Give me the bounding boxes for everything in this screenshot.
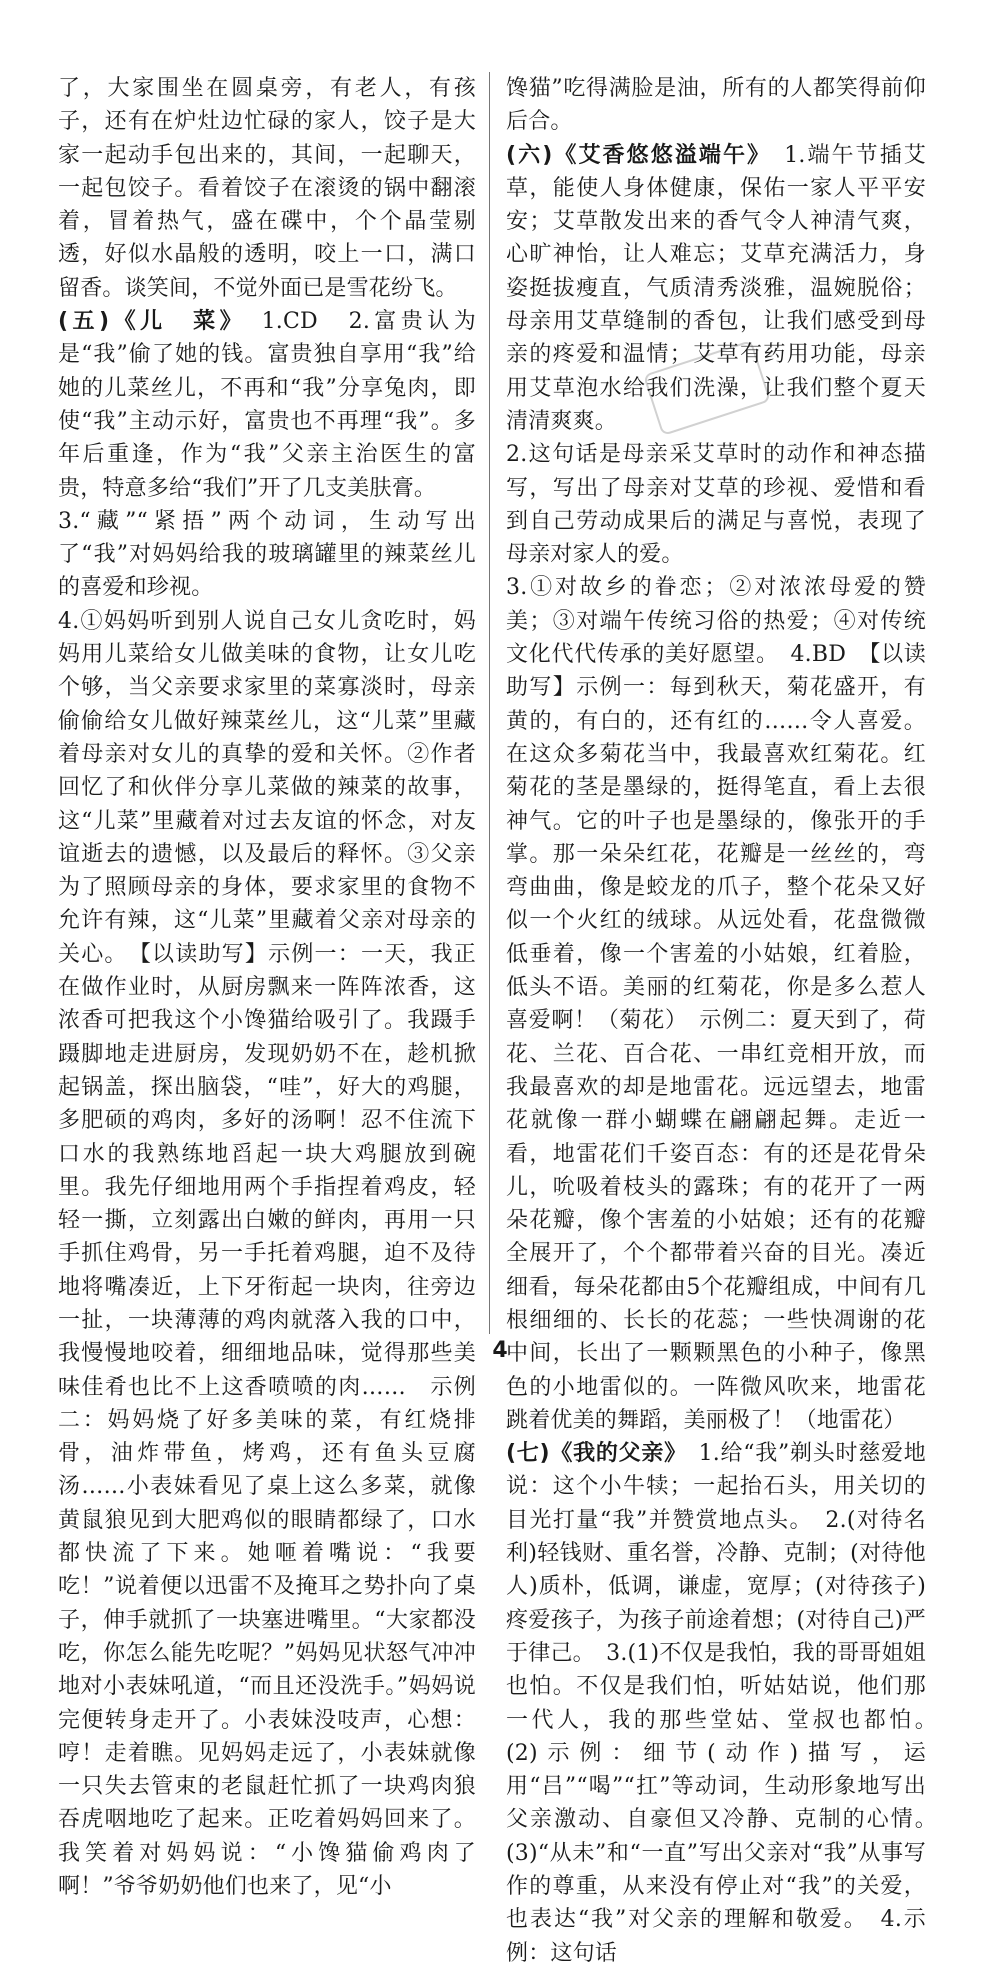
left-column [58, 72, 476, 1903]
answer-section [506, 1437, 949, 1970]
column-divider [489, 72, 490, 1334]
answer-paragraph: 4.①妈妈听到别人说自己女儿贪吃时，妈妈用儿菜给女儿做美味的食物，让女儿吃个够，当父亲要求家里的菜寡淡时，母亲偷偷给女儿做好辣菜丝儿，这“儿菜”里藏着母亲对女儿的真挚的爱和关怀。②作者回忆了和伙伴分享儿菜做的辣菜的故事，这“儿菜”里藏着对过去友谊的怀念，对友谊逝去的遗憾，以及最后的释怀。③父亲为了照顾母亲的身体，要求家里的食物不允许有辣，这“儿菜”里藏着父亲对母亲的关心。 【以读助写】示例一：一天，我正在做作业时，从厨房飘来一阵阵浓香，这浓香可把我这个小馋猫给吸引了。我蹑手蹑脚地走进厨房，发现奶奶不在，趁机掀起锅盖，探出脑袋，“哇”，好大的鸡腿，多肥硕的鸡肉，多好的汤啊！忍不住流下口水的我熟练地舀起一块大鸡腿放到碗里。我先仔细地用两个手指捏着鸡皮，轻轻一撕，立刻露出白嫩的鲜肉，再用一只手抓住鸡骨，另一手托着鸡腿，迫不及待地将嘴凑近，上下牙衔起一块肉，往旁边一扯，一块薄薄的鸡肉就落入我的口中，我慢慢地咬着，细细地品味，觉得那些美味佳肴也比不上这香喷喷的肉…… 示例二：妈妈烧了好多美味的菜，有红烧排骨，油炸带鱼，烤鸡，还有鱼头豆腐汤……小表妹看见了桌上这么多菜，就像黄鼠狼见到大肥鸡似的眼睛都绿了，口水都快流了下来。她咂着嘴说：“我要吃！”说着便以迅雷不及掩耳之势扑向了桌子，伸手就抓了一块塞进嘴里。“大家都没吃，你怎么能先吃呢？”妈妈见状怒气冲冲地对小表妹吼道，“而且还没洗手。”妈妈说完便转身走开了。小表妹没吱声，心想：哼！走着瞧。见妈妈走远了，小表妹就像一只失去管束的老鼠赶忙抓了一块鸡肉狼吞虎咽地吃了起来。正吃着妈妈回来了。我笑着对妈妈说：“小馋猫偷鸡肉了啊！”爷爷奶奶他们也来了，见“小 [58, 608, 476, 1900]
answer-paragraph: 馋猫”吃得满脸是油，所有的人都笑得前仰后合。 [506, 76, 926, 135]
section-heading: (五)《儿 菜》 [58, 309, 236, 335]
answer-paragraph: 3.①对故乡的眷恋；②对浓浓母爱的赞美；③对端午传统习俗的热爱；④对传统文化代代传承的美好愿望。 4.BD 【以读助写】示例一：每到秋天，菊花盛开，有黄的，有白的，还有红的……令人喜爱。在这众多菊花当中，我最喜欢红菊花。红菊花的茎是墨绿的，挺得笔直，看上去很神气。它的叶子也是墨绿的，像张开的手掌。那一朵朵红花，花瓣是一丝丝的，弯弯曲曲，像是蛟龙的爪子，整个花朵又好似一个火红的绒球。从远处看，花盘微微低垂着，像一个害羞的小姑娘，红着脸，低头不语。美丽的红菊花，你是多么惹人喜爱啊！（菊花） 示例二：夏天到了，荷花、兰花、百合花、一串红竞相开放，而我最喜欢的却是地雷花。远远望去，地雷花就像一群小蝴蝶在翩翩起舞。走近一看，地雷花们千姿百态：有的还是花骨朵儿，吮吸着枝头的露珠；有的花开了一两朵花瓣，像个害羞的小姑娘；还有的花瓣全展开了，个个都带着兴奋的目光。凑近细看，每朵花都由5个花瓣组成，中间有几根细细的、长长的花蕊；一些快凋谢的花中间，长出了一颗颗黑色的小种子，像黑色的小地雷似的。一阵微风吹来，地雷花跳着优美的舞蹈，美丽极了！（地雷花） [506, 575, 926, 1433]
answer-paragraph: 2.这句话是母亲采艾草时的动作和神态描写，写出了母亲对艾草的珍视、爱惜和看到自己劳动成果后的满足与喜悦，表现了母亲对家人的爱。 [506, 442, 926, 568]
section-heading: (七)《我的父亲》 [506, 1441, 676, 1467]
section-heading: (六)《艾香悠悠溢端午》 [506, 142, 761, 168]
section-text: 1.CD 2.富贵认为是“我”偷了她的钱。富贵独自享用“我”给她的儿菜丝儿，不再和“我”分享兔肉，即使“我”主动示好，富贵也不再理“我”。多年后重逢，作为“我”父亲主治医生的富贵，特意多给“我们”开了几支美肤膏。 [58, 309, 476, 501]
answer-section [58, 305, 476, 505]
answer-paragraph: 3.“藏”“紧捂”两个动词，生动写出了“我”对妈妈给我的玻璃罐里的辣菜丝儿的喜爱和珍视。 [58, 508, 476, 601]
section-text: 1.给“我”剃头时慈爱地说：这个小牛犊；一起抬石头，用关切的目光打量“我”并赞赏地点头。 2.(对待名利)轻钱财、重名誉，冷静、克制；(对待他人)质朴，低调，谦虚，宽厚；(对待孩子)疼爱孩子，为孩子前途着想；(对待自己)严于律己。 3.(1)不仅是我怕，我的哥哥姐姐也怕。不仅是我们怕，听姑姑说，他们那一代人，我的那些堂姑、堂叔也都怕。 (2)示例：细节(动作)描写，运用“吕”“喝”“扛”等动词，生动形象地写出父亲激动、自豪但又冷静、克制的心情。 (3)“从未”和“一直”写出父亲对“我”从事写作的尊重，从来没有停止对“我”的关爱，也表达“我”对父亲的理解和敬爱。 4.示例：这句话 [506, 1441, 949, 1966]
page-number: 4 [492, 1338, 508, 1363]
section-text: 1.端午节插艾草，能使人身体健康，保佑一家人平平安安；艾草散发出来的香气令人神清气爽，心旷神怡，让人难忘；艾草充满活力，身姿挺拔瘦直，气质清秀淡雅，温婉脱俗；母亲用艾草缝制的香包，让我们感受到母亲的疼爱和温情；艾草有药用功能，母亲用艾草泡水给我们洗澡，让我们整个夏天清清爽爽。 [506, 142, 926, 434]
answer-paragraph: 了，大家围坐在圆桌旁，有老人，有孩子，还有在炉灶边忙碌的家人，饺子是大家一起动手包出来的，其间，一起聊天，一起包饺子。看着饺子在滚烫的锅中翻滚着，冒着热气，盛在碟中，个个晶莹剔透，好似水晶般的透明，咬上一口，满口留香。谈笑间，不觉外面已是雪花纷飞。 [58, 76, 476, 301]
